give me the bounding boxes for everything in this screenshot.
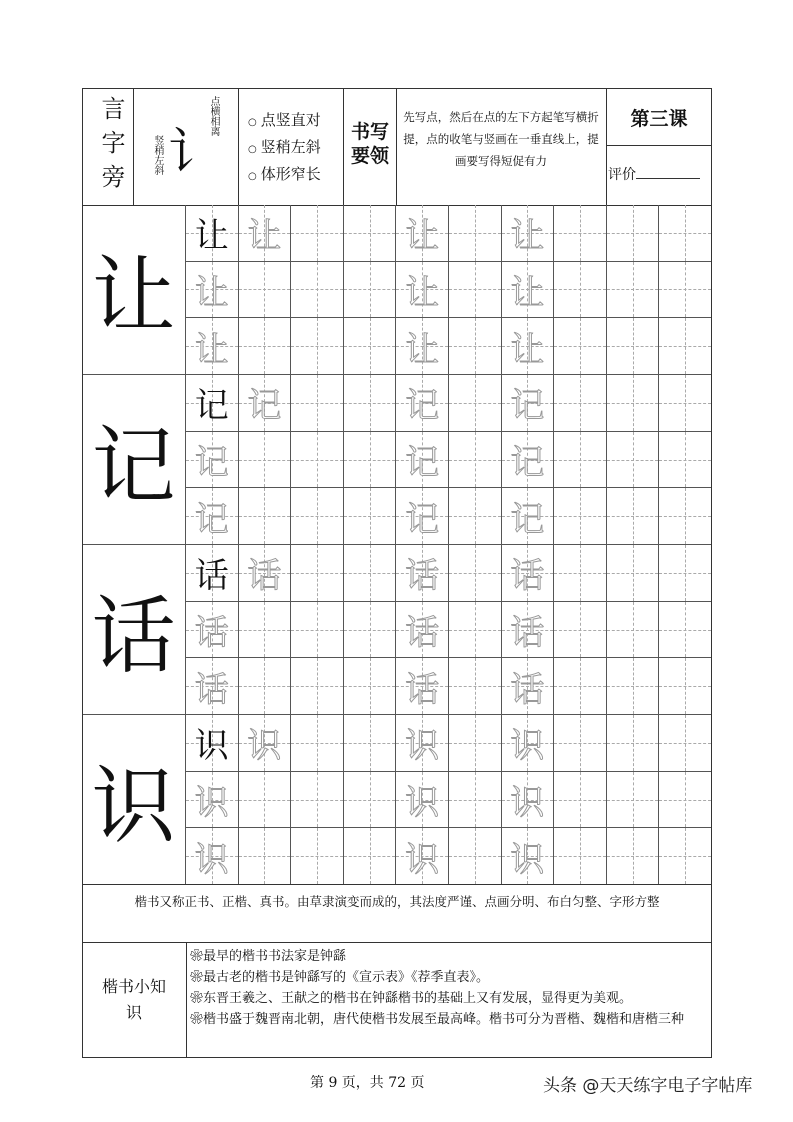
- practice-cell[interactable]: [186, 772, 239, 829]
- practice-cell[interactable]: [449, 828, 502, 885]
- practice-cell[interactable]: [344, 828, 397, 885]
- trace-character: 让: [510, 272, 545, 313]
- practice-cell[interactable]: [607, 375, 660, 432]
- practice-cell[interactable]: [396, 715, 449, 772]
- knowledge-text: 东晋王羲之、王献之的楷书在钟繇楷书的基础上又有发展，显得更为美观。: [203, 991, 633, 1006]
- practice-cell[interactable]: [607, 318, 660, 375]
- sample-character: 记: [194, 386, 229, 427]
- practice-cell[interactable]: [659, 318, 712, 375]
- knowledge-text: 最早的楷书书法家是钟繇: [203, 949, 347, 964]
- practice-cell[interactable]: [186, 602, 239, 659]
- trace-character: 让: [247, 216, 282, 257]
- knowledge-item: [190, 967, 708, 988]
- annotation-left: 竖稍左斜: [152, 135, 163, 175]
- practice-cell[interactable]: [607, 205, 660, 262]
- trace-character: 识: [510, 783, 545, 824]
- practice-cell[interactable]: [186, 715, 239, 772]
- trace-character: 识: [194, 783, 229, 824]
- trace-character: 记: [405, 386, 440, 427]
- practice-cell[interactable]: [554, 375, 607, 432]
- practice-cell[interactable]: [239, 205, 292, 262]
- practice-cell[interactable]: [607, 772, 660, 829]
- lesson-title: 第三课: [630, 108, 688, 130]
- knowledge-text: 最古老的楷书是钟繇写的《宣示表》《荐季直表》。: [203, 970, 490, 985]
- practice-cell[interactable]: [607, 658, 660, 715]
- knowledge-item: [190, 946, 708, 967]
- practice-cell[interactable]: [449, 602, 502, 659]
- trace-character: 话: [510, 613, 545, 654]
- practice-cell[interactable]: [449, 205, 502, 262]
- practice-cell[interactable]: [449, 658, 502, 715]
- practice-cell[interactable]: [291, 828, 344, 885]
- practice-cell[interactable]: [659, 488, 712, 545]
- practice-cell[interactable]: [449, 488, 502, 545]
- practice-cell[interactable]: [239, 772, 292, 829]
- practice-cell[interactable]: [659, 772, 712, 829]
- practice-cell[interactable]: [607, 432, 660, 489]
- summary-text: 楷书又称正书、正楷、真书。由草隶演变而成的，其法度严谨、点画分明、布白匀整、字形方整: [134, 894, 660, 909]
- knowledge-text: 楷书盛于魏晋南北朝，唐代使楷书发展至最高峰。楷书可分为晋楷、魏楷和唐楷三种: [203, 1012, 685, 1027]
- practice-cell[interactable]: [291, 488, 344, 545]
- practice-cell[interactable]: [607, 262, 660, 319]
- practice-cell[interactable]: [291, 432, 344, 489]
- practice-cell[interactable]: [502, 205, 555, 262]
- practice-cell[interactable]: [396, 488, 449, 545]
- practice-cell[interactable]: [239, 658, 292, 715]
- practice-cell[interactable]: [396, 602, 449, 659]
- trace-character: 识: [405, 726, 440, 767]
- writing-points: [248, 108, 321, 189]
- practice-cell[interactable]: [502, 602, 555, 659]
- flower-bullet-icon: ❀: [190, 991, 204, 1006]
- practice-cell[interactable]: [554, 658, 607, 715]
- trace-character: 话: [510, 556, 545, 597]
- practice-cell[interactable]: [396, 545, 449, 602]
- practice-cell[interactable]: [344, 658, 397, 715]
- practice-cell[interactable]: [239, 262, 292, 319]
- point-text: 竖稍左斜: [260, 138, 321, 156]
- practice-cell[interactable]: [502, 488, 555, 545]
- practice-cell[interactable]: [396, 205, 449, 262]
- practice-cell[interactable]: [396, 658, 449, 715]
- practice-cell[interactable]: [502, 318, 555, 375]
- practice-cell[interactable]: [449, 318, 502, 375]
- practice-cell[interactable]: [291, 262, 344, 319]
- trace-character: 记: [194, 443, 229, 483]
- practice-cell[interactable]: [502, 658, 555, 715]
- practice-cell[interactable]: [449, 432, 502, 489]
- practice-cell[interactable]: [659, 432, 712, 489]
- practice-cell[interactable]: [396, 432, 449, 489]
- practice-cell[interactable]: [554, 262, 607, 319]
- practice-cell[interactable]: [659, 715, 712, 772]
- practice-cell[interactable]: [659, 262, 712, 319]
- flower-bullet-icon: ❀: [190, 1012, 204, 1027]
- practice-cell[interactable]: [607, 602, 660, 659]
- trace-character: 记: [510, 443, 545, 483]
- practice-cell[interactable]: [449, 772, 502, 829]
- trace-character: 记: [405, 443, 440, 483]
- practice-cell[interactable]: [239, 318, 292, 375]
- writing-key-label: 书写要领: [350, 121, 389, 167]
- practice-cell[interactable]: [502, 545, 555, 602]
- practice-cell[interactable]: [239, 715, 292, 772]
- practice-cell[interactable]: [449, 375, 502, 432]
- practice-cell[interactable]: [344, 262, 397, 319]
- knowledge-list: [190, 946, 708, 1030]
- watermark: 头条 @天天练字电子字帖库: [543, 1076, 753, 1096]
- practice-cell[interactable]: [502, 432, 555, 489]
- practice-cell[interactable]: [291, 602, 344, 659]
- practice-cell[interactable]: [344, 602, 397, 659]
- trace-character: 话: [510, 669, 545, 710]
- practice-cell[interactable]: [186, 432, 239, 489]
- trace-character: 话: [247, 556, 282, 597]
- practice-cell[interactable]: [502, 828, 555, 885]
- model-character: 让: [82, 205, 186, 375]
- model-character: 话: [82, 545, 186, 715]
- practice-cell[interactable]: [186, 262, 239, 319]
- practice-cell[interactable]: [502, 772, 555, 829]
- trace-character: 识: [194, 839, 229, 880]
- practice-cell[interactable]: [554, 545, 607, 602]
- practice-cell[interactable]: [396, 375, 449, 432]
- sample-character: 识: [194, 726, 229, 767]
- practice-cell[interactable]: [186, 488, 239, 545]
- trace-character: 识: [405, 783, 440, 824]
- practice-cell[interactable]: [607, 715, 660, 772]
- trace-character: 让: [405, 272, 440, 313]
- point-text: 点竖直对: [260, 111, 321, 129]
- trace-character: 识: [247, 726, 282, 767]
- practice-cell[interactable]: [291, 545, 344, 602]
- model-character: 识: [82, 715, 186, 885]
- practice-cell[interactable]: [659, 545, 712, 602]
- practice-cell[interactable]: [659, 205, 712, 262]
- practice-cell[interactable]: [186, 375, 239, 432]
- point-text: 体形窄长: [260, 165, 321, 183]
- practice-cell[interactable]: [659, 602, 712, 659]
- bullet-icon: ○: [248, 117, 257, 128]
- bullet-icon: ○: [248, 144, 257, 155]
- practice-cell[interactable]: [554, 715, 607, 772]
- practice-cell[interactable]: [396, 318, 449, 375]
- trace-character: 记: [405, 499, 440, 540]
- practice-cell[interactable]: [186, 205, 239, 262]
- trace-character: 话: [194, 669, 229, 710]
- practice-cell[interactable]: [607, 545, 660, 602]
- trace-character: 记: [194, 499, 229, 540]
- sample-character: 话: [194, 556, 229, 597]
- trace-character: 话: [405, 613, 440, 654]
- trace-character: 识: [405, 839, 440, 880]
- practice-cell[interactable]: [396, 828, 449, 885]
- practice-cell[interactable]: [186, 545, 239, 602]
- practice-cell[interactable]: [344, 432, 397, 489]
- practice-cell[interactable]: [239, 432, 292, 489]
- practice-cell[interactable]: [554, 772, 607, 829]
- practice-cell[interactable]: [659, 375, 712, 432]
- practice-cell[interactable]: [186, 658, 239, 715]
- practice-cell[interactable]: [344, 375, 397, 432]
- practice-cell[interactable]: [344, 488, 397, 545]
- radical-title: 言字旁: [97, 96, 125, 198]
- practice-cell[interactable]: [659, 828, 712, 885]
- practice-cell[interactable]: [396, 262, 449, 319]
- practice-cell[interactable]: [291, 318, 344, 375]
- trace-character: 让: [510, 329, 545, 370]
- practice-cell[interactable]: [344, 772, 397, 829]
- practice-cell[interactable]: [291, 658, 344, 715]
- practice-cell[interactable]: [239, 828, 292, 885]
- practice-cell[interactable]: [344, 318, 397, 375]
- practice-cell[interactable]: [186, 828, 239, 885]
- flower-bullet-icon: ❀: [190, 970, 204, 985]
- practice-cell[interactable]: [344, 205, 397, 262]
- writing-description: 先写点，然后在点的左下方起笔写横折提，点的收笔与竖画在一垂直线上，提画要写得短促有力: [403, 110, 599, 168]
- trace-character: 让: [510, 216, 545, 257]
- knowledge-item: [190, 988, 708, 1009]
- practice-cell[interactable]: [186, 318, 239, 375]
- trace-character: 让: [405, 329, 440, 370]
- practice-cell[interactable]: [554, 205, 607, 262]
- practice-cell[interactable]: [502, 262, 555, 319]
- practice-cell[interactable]: [449, 545, 502, 602]
- model-character: 记: [82, 375, 186, 545]
- practice-cell[interactable]: [344, 545, 397, 602]
- radical-char: 讠: [168, 123, 218, 181]
- practice-cell[interactable]: [291, 205, 344, 262]
- flower-bullet-icon: ❀: [190, 949, 204, 964]
- evaluation-field[interactable]: [608, 164, 700, 184]
- evaluation-label: 评价: [608, 167, 636, 183]
- trace-character: 话: [405, 556, 440, 597]
- practice-cell[interactable]: [449, 262, 502, 319]
- practice-cell[interactable]: [291, 772, 344, 829]
- knowledge-item: [190, 1009, 708, 1030]
- trace-character: 让: [194, 329, 229, 370]
- trace-character: 识: [510, 726, 545, 767]
- practice-cell[interactable]: [291, 715, 344, 772]
- bullet-icon: ○: [248, 171, 257, 182]
- practice-cell[interactable]: [396, 772, 449, 829]
- practice-cell[interactable]: [554, 488, 607, 545]
- practice-cell[interactable]: [502, 375, 555, 432]
- writing-point: [248, 108, 321, 135]
- trace-character: 让: [405, 216, 440, 257]
- trace-character: 话: [405, 669, 440, 710]
- trace-character: 让: [194, 272, 229, 313]
- annotation-top: 点横相离: [208, 96, 219, 136]
- practice-cell[interactable]: [554, 602, 607, 659]
- practice-cell[interactable]: [554, 318, 607, 375]
- trace-character: 话: [194, 613, 229, 654]
- knowledge-title: 楷书小知识: [101, 977, 166, 1022]
- trace-character: 记: [247, 386, 282, 427]
- practice-cell[interactable]: [607, 828, 660, 885]
- trace-character: 记: [510, 499, 545, 540]
- trace-character: 记: [510, 386, 545, 427]
- writing-point: [248, 162, 321, 189]
- practice-cell[interactable]: [449, 715, 502, 772]
- practice-cell[interactable]: [239, 488, 292, 545]
- practice-cell[interactable]: [607, 488, 660, 545]
- writing-point: [248, 135, 321, 162]
- sample-character: 让: [194, 216, 229, 257]
- trace-character: 识: [510, 839, 545, 880]
- practice-cell[interactable]: [502, 715, 555, 772]
- practice-cell[interactable]: [659, 658, 712, 715]
- practice-cell[interactable]: [344, 715, 397, 772]
- practice-cell[interactable]: [239, 545, 292, 602]
- practice-cell[interactable]: [239, 602, 292, 659]
- page-info: 第 9 页，共 72 页: [310, 1075, 425, 1091]
- practice-cell[interactable]: [291, 375, 344, 432]
- practice-cell[interactable]: [239, 375, 292, 432]
- practice-cell[interactable]: [554, 828, 607, 885]
- practice-cell[interactable]: [554, 432, 607, 489]
